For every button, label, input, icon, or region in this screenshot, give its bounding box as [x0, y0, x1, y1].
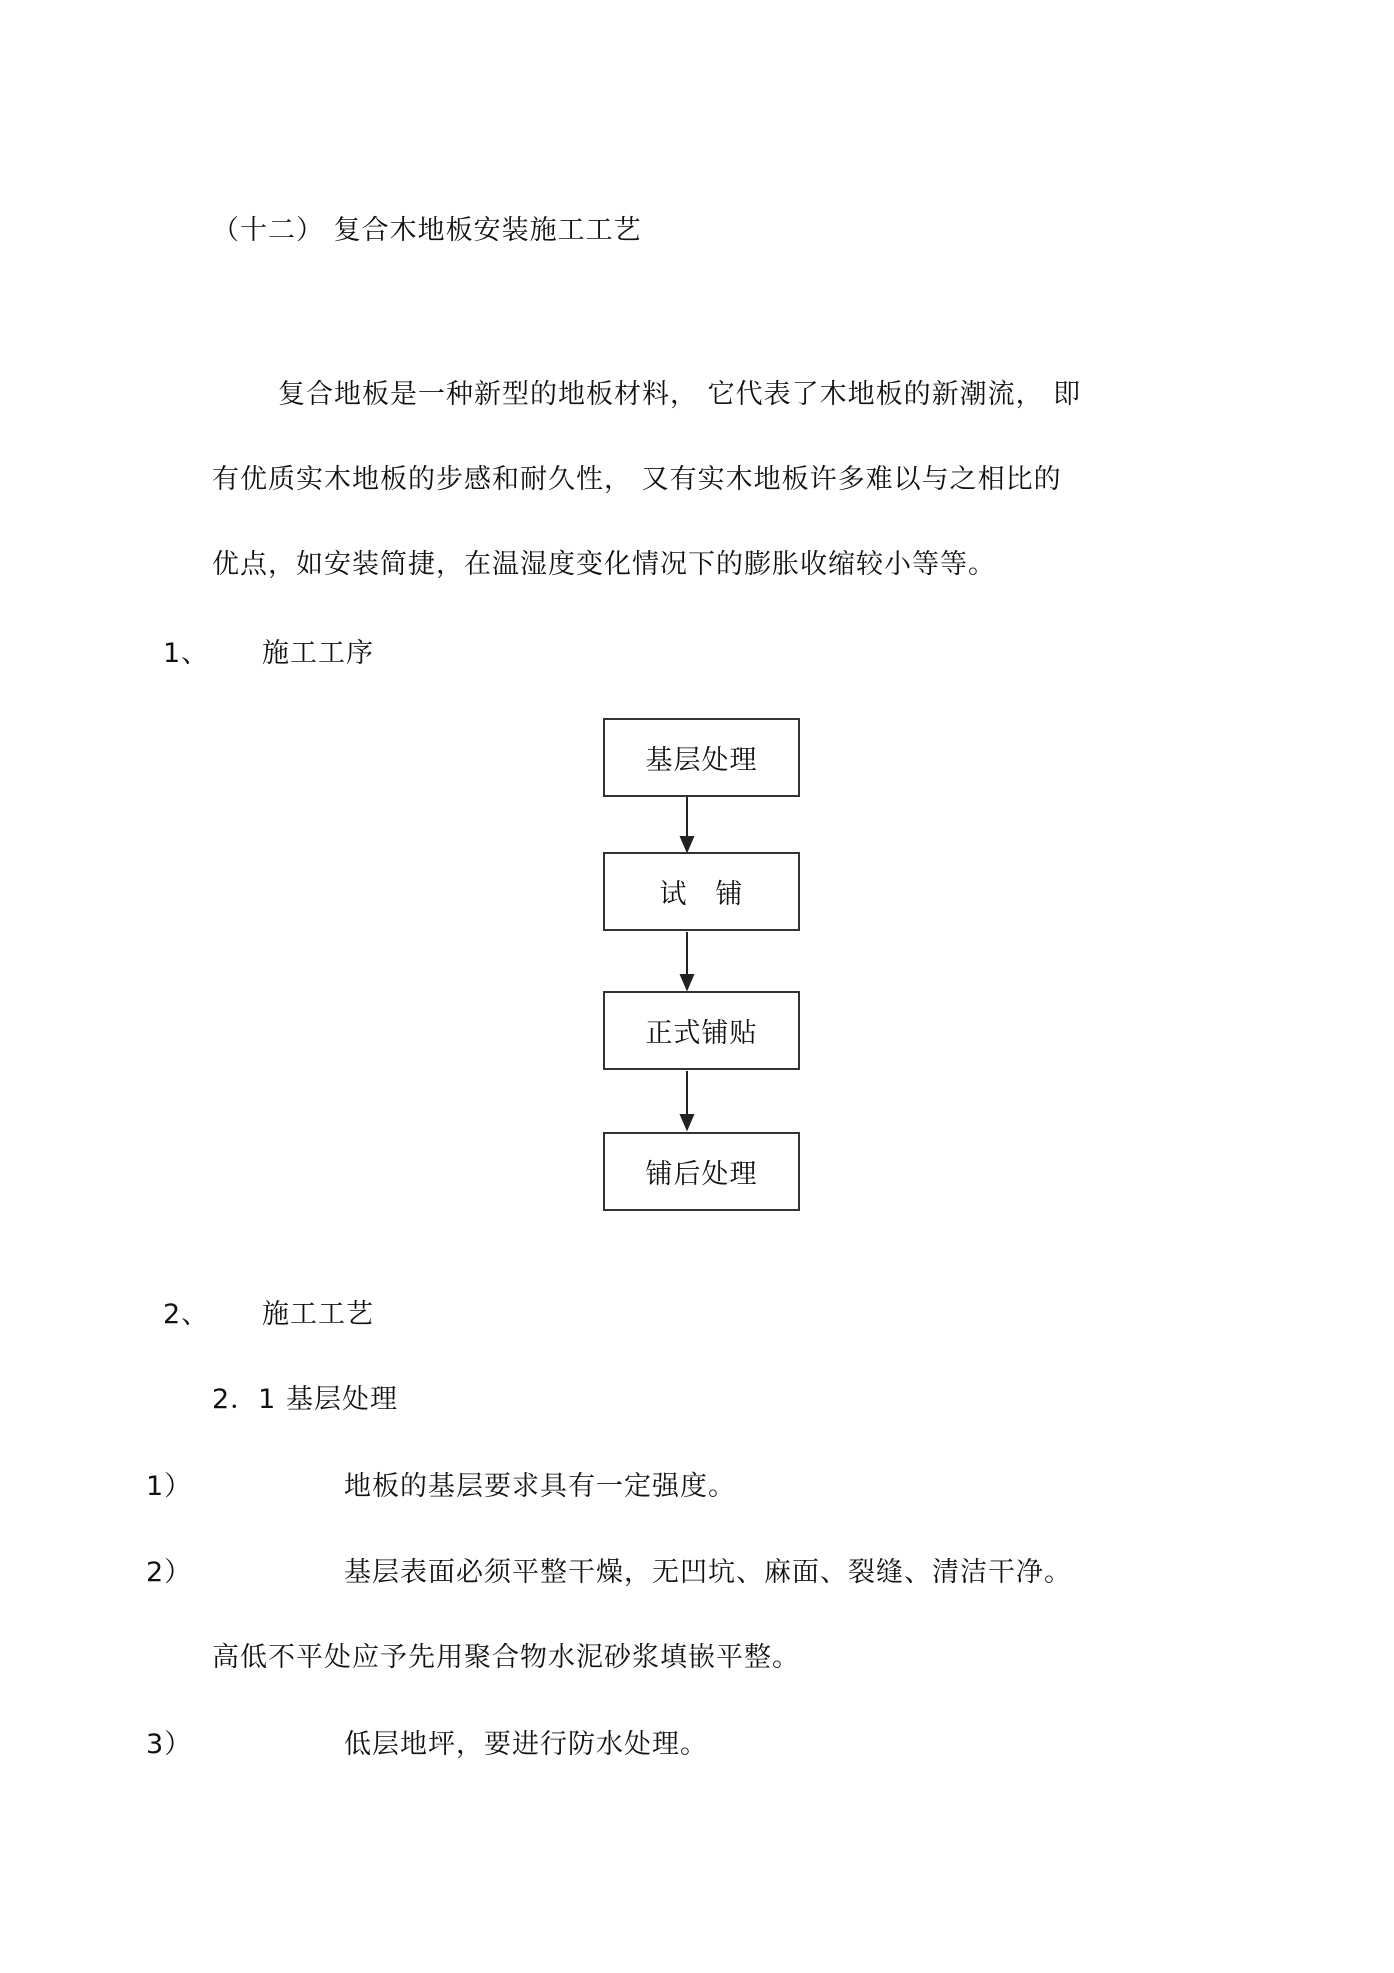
flow-step-formal-laying: 正式铺贴 — [603, 991, 800, 1070]
flow-arrowhead-3 — [681, 1115, 693, 1129]
section-2-number: 2、 — [163, 1299, 210, 1330]
item-3-number: 3） — [146, 1729, 193, 1760]
section-1-number: 1、 — [163, 638, 210, 669]
flow-step-post-treatment: 铺后处理 — [603, 1132, 800, 1211]
flow-arrowhead-1 — [681, 837, 693, 851]
item-2-continuation: 高低不平处应予先用聚合物水泥砂浆填嵌平整。 — [212, 1642, 800, 1673]
subsection-heading: 2．1 基层处理 — [212, 1384, 398, 1415]
item-1-number: 1） — [146, 1471, 193, 1502]
section-1-heading: 施工工序 — [262, 638, 374, 669]
item-2-number: 2） — [146, 1557, 193, 1588]
flow-step-base-treatment: 基层处理 — [603, 718, 800, 797]
intro-line-1: 复合地板是一种新型的地板材料， 它代表了木地板的新潮流， 即 — [278, 379, 1082, 410]
flow-arrowhead-2 — [681, 975, 693, 989]
intro-line-2: 有优质实木地板的步感和耐久性， 又有实木地板许多难以与之相比的 — [212, 464, 1062, 495]
section-2-heading: 施工工艺 — [262, 1299, 374, 1330]
document-title: （十二） 复合木地板安装施工工艺 — [212, 215, 642, 246]
intro-line-3: 优点，如安装简捷，在温湿度变化情况下的膨胀收缩较小等等。 — [212, 549, 996, 580]
item-3-text: 低层地坪，要进行防水处理。 — [344, 1729, 708, 1760]
flow-step-trial-laying: 试 铺 — [603, 852, 800, 931]
item-1-text: 地板的基层要求具有一定强度。 — [344, 1471, 736, 1502]
item-2-text: 基层表面必须平整干燥，无凹坑、麻面、裂缝、清洁干净。 — [344, 1557, 1072, 1588]
